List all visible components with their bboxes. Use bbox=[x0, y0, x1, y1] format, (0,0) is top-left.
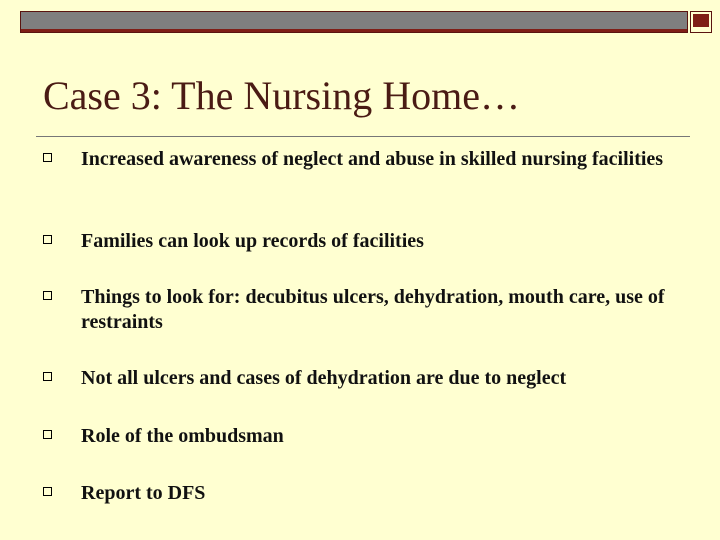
square-bullet-icon bbox=[43, 430, 52, 439]
square-bullet-icon bbox=[43, 291, 52, 300]
square-bullet-icon bbox=[43, 487, 52, 496]
bullet-text: Increased awareness of neglect and abuse in skilled nursing facilities bbox=[81, 148, 664, 170]
slide-title: Case 3: The Nursing Home… bbox=[43, 73, 520, 118]
square-bullet-icon bbox=[43, 372, 52, 381]
bullet-text: Report to DFS bbox=[81, 482, 206, 504]
bullet-text: Things to look for: decubitus ulcers, dehydration, mouth care, use of restraints bbox=[81, 286, 665, 333]
bullet-text: Role of the ombudsman bbox=[81, 425, 284, 447]
square-bullet-icon bbox=[43, 153, 52, 162]
bullet-text: Families can look up records of facilities bbox=[81, 230, 424, 252]
square-bullet-icon bbox=[43, 235, 52, 244]
bullet-text: Not all ulcers and cases of dehydration are due to neglect bbox=[81, 367, 567, 389]
